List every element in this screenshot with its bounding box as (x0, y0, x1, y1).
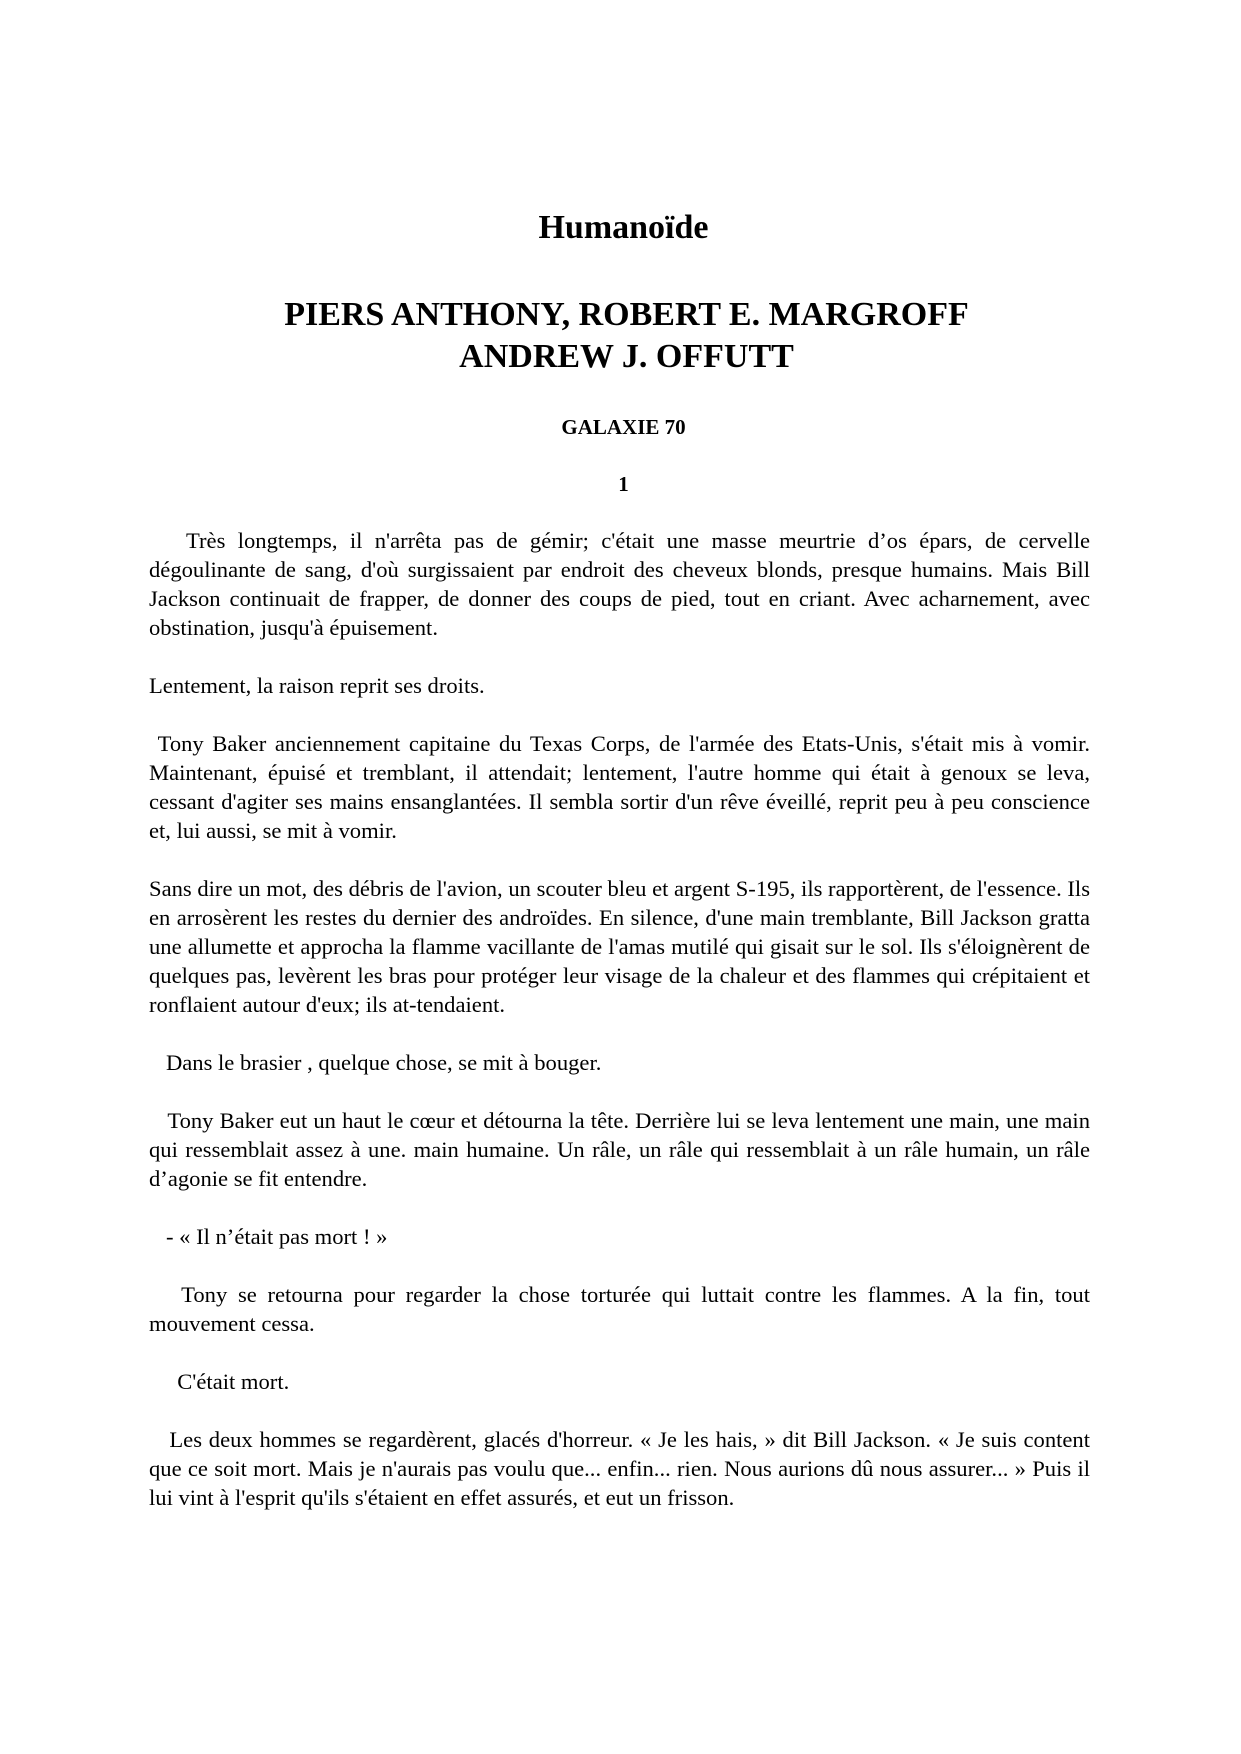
paragraph-7: - « Il n’était pas mort ! » (149, 1224, 388, 1249)
book-title: Humanoïde (538, 209, 709, 246)
authors-heading (149, 294, 1090, 378)
paragraph-1: Très longtemps, il n'arrêta pas de gémir; c'était une masse meurtrie d’os épars, de cervelle dégoulinante de sang, d'où surgissaient par endroit des cheveux blonds, presque humains. Mais Bill Jackson continuait de frapper, de donner des coups de pied, tout en criant. Avec acharnement, avec obstination, jusqu'à épuisement. (149, 528, 1090, 640)
author-line-2: ANDREW J. OFFUTT (459, 338, 794, 375)
document-page (149, 0, 1090, 1754)
paragraph-6: Tony Baker eut un haut le cœur et détourna la tête. Derrière lui se leva lentement une main, une main qui ressemblait assez à une. main humaine. Un râle, un râle qui ressemblait à un râle humain, un râle d’agonie se fit entendre. (149, 1108, 1090, 1191)
collection-label: GALAXIE 70 (561, 415, 686, 439)
paragraph-2: Lentement, la raison reprit ses droits. (149, 673, 485, 698)
paragraph-3: Tony Baker anciennement capitaine du Texas Corps, de l'armée des Etats-Unis, s'était mis à vomir. Maintenant, épuisé et tremblant, il attendait; lentement, l'autre homme qui était à genoux se leva, cessant d'agiter ses mains ensanglantées. Il sembla sortir d'un rêve éveillé, reprit peu à peu conscience et, lui aussi, se mit à vomir. (149, 731, 1090, 843)
paragraph-8: Tony se retourna pour regarder la chose torturée qui luttait contre les flammes. A la fin, tout mouvement cessa. (149, 1282, 1090, 1336)
body-text (149, 526, 1090, 1541)
paragraph-4: Sans dire un mot, des débris de l'avion, un scouter bleu et argent S-195, ils rapportèrent, de l'essence. Ils en arrosèrent les restes du dernier des androïdes. En silence, d'une main tremblante, Bill Jackson gratta une allumette et approcha la flamme vacillante de l'amas mutilé qui gisait sur le sol. Ils s'éloignèrent de quelques pas, levèrent les bras pour protéger leur visage de la chaleur et des flammes qui crépitaient et ronflaient autour d'eux; ils at-tendaient. (149, 876, 1090, 1017)
paragraph-9: C'était mort. (149, 1369, 290, 1394)
chapter-number: 1 (618, 472, 629, 496)
author-line-1: PIERS ANTHONY, ROBERT E. MARGROFF (284, 296, 969, 333)
paragraph-10: Les deux hommes se regardèrent, glacés d'horreur. « Je les hais, » dit Bill Jackson. « Je suis content que ce soit mort. Mais je n'aurais pas voulu que... enfin... rien. Nous aurions dû nous assurer... » Puis il lui vint à l'esprit qu'ils s'étaient en effet assurés, et eut un frisson. (149, 1427, 1090, 1510)
paragraph-5: Dans le brasier , quelque chose, se mit à bouger. (149, 1050, 602, 1075)
